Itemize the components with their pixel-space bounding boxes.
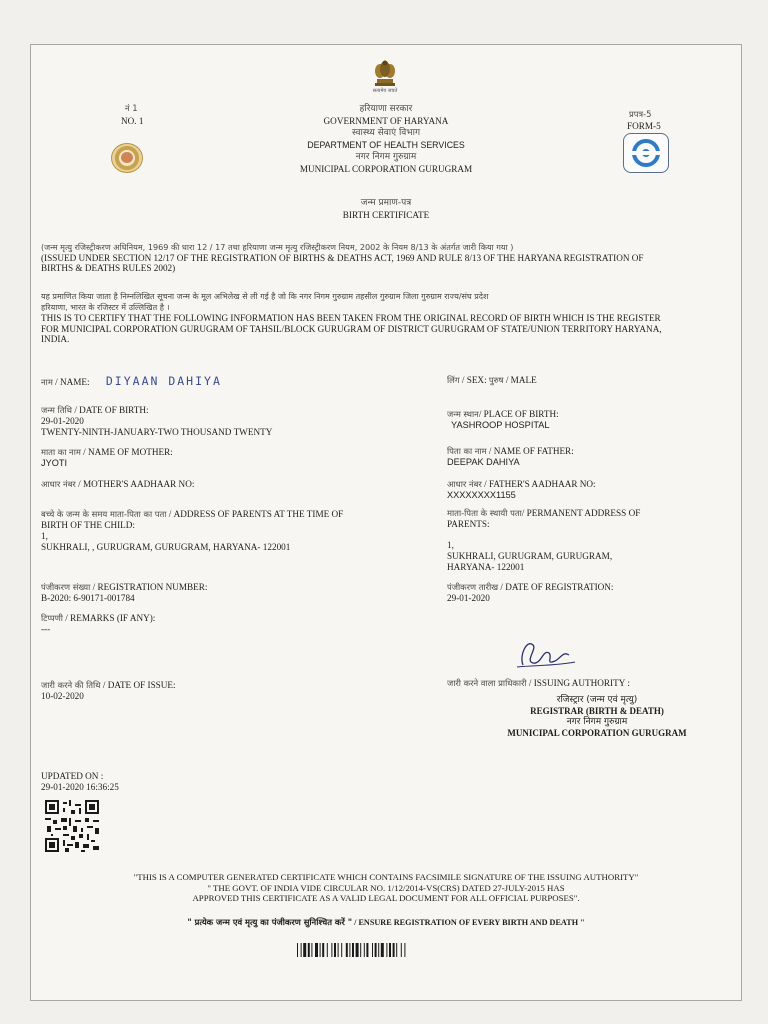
issuing-authority-field: जारी करने वाला प्राधिकारी / ISSUING AUTHORITY : <box>447 678 630 688</box>
mother-value: JYOTI <box>41 458 68 468</box>
pob-value: YASHROOP HOSPITAL <box>451 420 550 430</box>
address-field: बच्चे के जन्म के समय माता-पिता का पता / ADDRESS OF PARENTS AT THE TIME OF BIRTH OF THE CHILD: 1, SUKHRALI, , GURUGRAM, GURUGRAM, HARYANA- 122001 <box>41 509 344 552</box>
registration-number-value: B-2020: 6-90171-001784 <box>41 593 135 603</box>
govt-title: GOVERNMENT OF HARYANA <box>323 116 449 126</box>
father-field: पिता का नाम / NAME OF FATHER: DEEPAK DAHIYA <box>447 446 574 467</box>
sex-field: लिंग / SEX: पुरुष / MALE <box>447 375 537 385</box>
govt-hindi: हरियाणा सरकार <box>359 104 413 114</box>
national-emblem-icon <box>371 59 399 89</box>
dept-title: DEPARTMENT OF HEALTH SERVICES <box>307 140 465 150</box>
permanent-address-field: माता-पिता के स्थायी पता/ PERMANENT ADDRESS OF PARENTS: 1, SUKHRALI, GURUGRAM, GURUGRAM, HARYANA- 122001 <box>447 508 641 572</box>
cert-title-hindi: जन्म प्रमाण-पत्र <box>360 198 412 208</box>
permanent-address-value: SUKHRALI, GURUGRAM, GURUGRAM, <box>447 551 613 561</box>
signature-icon <box>515 635 581 673</box>
issue-date-field: जारी करने की तिथि / DATE OF ISSUE: 10-02-2020 <box>41 680 176 701</box>
cert-title: BIRTH CERTIFICATE <box>342 210 430 220</box>
corp-hindi: नगर निगम गुरुग्राम <box>355 152 417 162</box>
qr-code-icon <box>45 800 99 852</box>
registrar-stamp: रजिस्ट्रार (जन्म एवं मृत्यु) REGISTRAR (BIRTH & DEATH) नगर निगम गुरुग्राम MUNICIPAL CORPORATION GURUGRAM <box>507 695 687 738</box>
mother-aadhaar-field: आधार नंबर / MOTHER'S AADHAAR NO: <box>41 479 195 489</box>
issued-under: (जन्म मृत्यु रजिस्ट्रीकरण अधिनियम, 1969 की धारा 12 / 17 तथा हरियाणा जन्म मृत्यु रजिस्ट्रीकरण नियम, 2002 के नियम 8/13 के अंतर्गत जारी किया गया ) (ISSUED UNDER SECTION 12/17 OF THE REGISTRATION OF BIRTHS & DEATHS ACT, 1969 AND RULE 8/13 OF THE HARYANA REGISTRATION OF BIRTHS & DEATHS RULES 2002) <box>41 242 644 274</box>
form-number: FORM-5 <box>627 121 661 131</box>
mother-field: माता का नाम / NAME OF MOTHER: JYOTI <box>41 447 173 468</box>
birth-certificate <box>30 44 742 1001</box>
name-value: DIYAAN DAHIYA <box>105 374 222 388</box>
dept-hindi: स्वास्थ्य सेवाएं विभाग <box>351 128 421 138</box>
dob-words: TWENTY-NINTH-JANUARY-TWO THOUSAND TWENTY <box>41 427 273 437</box>
footer-slogan: " प्रत्येक जन्म एवं मृत्यु का पंजीकरण सुनिश्चित करें " / ENSURE REGISTRATION OF EVERY BIRTH AND DEATH " <box>187 917 585 927</box>
updated-on: UPDATED ON : 29-01-2020 16:36:25 <box>41 771 119 792</box>
registration-date-value: 29-01-2020 <box>447 593 490 603</box>
registration-date-field: पंजीकरण तारीख / DATE OF REGISTRATION: 29-01-2020 <box>447 582 614 603</box>
father-aadhaar-value: XXXXXXXX1155 <box>447 490 516 500</box>
name-field: नाम / NAME: DIYAAN DAHIYA <box>41 374 222 388</box>
barcode-icon <box>297 943 469 957</box>
certificate-number-label: NO. 1 <box>121 116 144 126</box>
remarks-field: टिप्पणी / REMARKS (IF ANY): --- <box>41 613 156 634</box>
address-value: SUKHRALI, , GURUGRAM, GURUGRAM, HARYANA- 122001 <box>41 542 291 552</box>
father-value: DEEPAK DAHIYA <box>447 457 520 467</box>
corp-title: MUNICIPAL CORPORATION GURUGRAM <box>299 164 473 174</box>
updated-on-value: 29-01-2020 16:36:25 <box>41 782 119 792</box>
form-hindi: प्रपत्र-5 <box>629 109 652 119</box>
issue-date-value: 10-02-2020 <box>41 691 84 701</box>
father-aadhaar-field: आधार नंबर / FATHER'S AADHAAR NO: XXXXXXXX1155 <box>447 479 596 500</box>
certify-paragraph: यह प्रमाणित किया जाता है निम्नलिखित सूचना जन्म के मूल अभिलेख से ली गई है जो कि नगर निगम गुरुग्राम तहसील गुरुग्राम जिला गुरुग्राम राज्य/संघ प्रदेश हरियाणा, भारत के रजिस्टर में उल्लिखित है । THIS IS TO CERTIFY THAT THE FOLLOWING INFORMATION HAS BEEN TAKEN FROM THE ORIGINAL RECORD OF BIRTH WHICH IS THE REGISTER FOR MUNICIPAL CORPORATION GURUGRAM OF TAHSIL/BLOCK GURUGRAM OF DISTRICT GURUGRAM OF STATE/UNION TERRITORY HARYANA, INDIA. <box>41 292 662 345</box>
dob-field: जन्म तिथि / DATE OF BIRTH: 29-01-2020 TWENTY-NINTH-JANUARY-TWO THOUSAND TWENTY <box>41 405 273 437</box>
dob-value: 29-01-2020 <box>41 416 84 426</box>
number-hindi: नं 1 <box>125 103 138 113</box>
registration-number-field: पंजीकरण संख्या / REGISTRATION NUMBER: B-2020: 6-90171-001784 <box>41 582 208 603</box>
pob-field: जन्म स्थान/ PLACE OF BIRTH: YASHROOP HOSPITAL <box>447 409 559 430</box>
emblem-caption: सत्यमेव जयते <box>372 88 398 94</box>
footer-note: "THIS IS A COMPUTER GENERATED CERTIFICATE WHICH CONTAINS FACSIMILE SIGNATURE OF THE ISSUING AUTHORITY" " THE GOVT. OF INDIA VIDE CIRCULAR NO. 1/12/2014-VS(CRS) DATED 27-JULY-2015 HAS APPROVED THIS CERTIFICATE AS A VALID LEGAL DOCUMENT FOR ALL OFFICIAL PURPOSES". <box>133 872 639 903</box>
